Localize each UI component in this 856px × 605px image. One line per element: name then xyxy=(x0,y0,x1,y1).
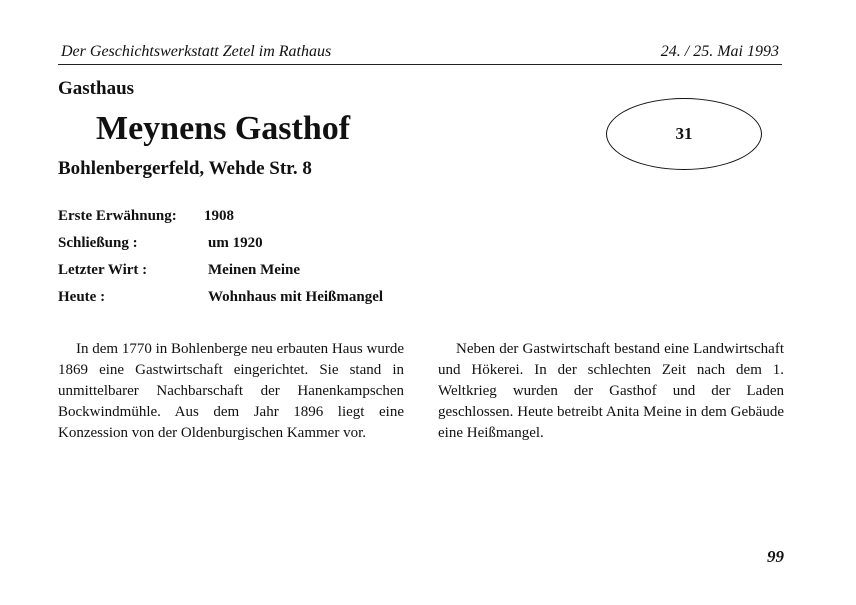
page-number: 99 xyxy=(767,547,784,566)
body-column-right xyxy=(438,339,784,444)
body-column-left xyxy=(58,339,404,444)
fact-label: Heute : xyxy=(58,289,106,305)
header-left: Der Geschichtswerkstatt Zetel im Rathaus xyxy=(61,43,332,60)
fact-value: Wohnhaus mit Heißmangel xyxy=(208,289,384,305)
running-header xyxy=(58,42,782,65)
fact-label: Schließung : xyxy=(58,235,138,251)
fact-value: 1908 xyxy=(204,208,234,224)
body-paragraph: In dem 1770 in Bohlenberge neu erbauten Haus wurde 1869 eine Gastwirtschaft eingerichtet. Sie stand in unmittelbarer Nachbarschaft der Hanenkampschen Bockwindmühle. Aus dem Jahr 1896 liegt eine Konzession von der Oldenburgischen Kammer vor. xyxy=(58,341,404,441)
fact-label: Erste Erwähnung: xyxy=(58,208,177,224)
fact-value: Meinen Meine xyxy=(208,262,301,278)
page-title: Meynens Gasthof xyxy=(96,110,351,147)
entry-kind: Gasthaus xyxy=(58,78,135,99)
entry-number: 31 xyxy=(675,124,693,143)
address: Bohlenbergerfeld, Wehde Str. 8 xyxy=(58,158,312,179)
entry-number-badge xyxy=(606,98,762,170)
body-paragraph: Neben der Gastwirtschaft bestand eine Landwirtschaft und Hökerei. In der schlechten Zeit nach dem 1. Weltkrieg wurden der Gasthof und der Laden geschlossen. Heute betreibt Anita Meine in dem Gebäude eine Heißmangel. xyxy=(438,341,784,441)
header-date: 24. / 25. Mai 1993 xyxy=(660,43,779,60)
fact-value: um 1920 xyxy=(208,235,263,251)
fact-label: Letzter Wirt : xyxy=(58,262,148,278)
